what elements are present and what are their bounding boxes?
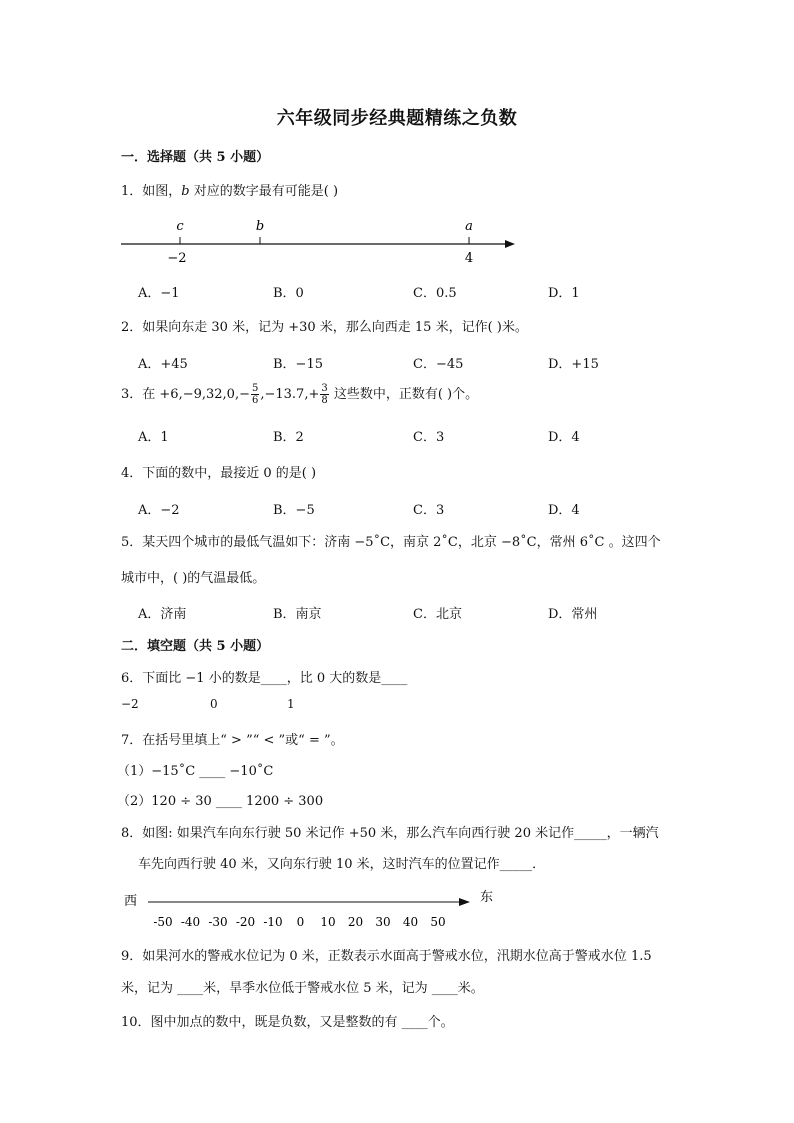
option-b[interactable]: B．−5 bbox=[273, 503, 315, 518]
tick-label: -20 bbox=[235, 915, 256, 929]
option-a[interactable]: A．+45 bbox=[138, 357, 188, 372]
option-c[interactable]: C．−45 bbox=[413, 357, 464, 372]
fraction-5-6: $\frac{5}{6}$ bbox=[251, 383, 259, 406]
option-d[interactable]: D．4 bbox=[548, 430, 580, 445]
question-8-line1: 8．如图: 如果汽车向东行驶 50 米记作 +50 米，那么汽车向西行驶 20 米记作_____，一辆汽 bbox=[121, 826, 659, 841]
q6-number-3: 1 bbox=[287, 697, 295, 711]
question-5-line2: 城市中，( )的气温最低。 bbox=[121, 571, 266, 586]
option-c[interactable]: C．0.5 bbox=[413, 286, 457, 301]
option-a[interactable]: A．1 bbox=[138, 430, 169, 445]
question-5-line1: 5．某天四个城市的最低气温如下：济南 −5˚C，南京 2˚C，北京 −8˚C，常州 6˚C 。这四个 bbox=[121, 535, 661, 550]
option-b[interactable]: B．−15 bbox=[273, 357, 323, 372]
question-3-mid: ,−13.7,+ bbox=[260, 387, 320, 402]
question-10: 10．图中加点的数中，既是负数，又是整数的有 ____个。 bbox=[121, 1015, 454, 1030]
option-c[interactable]: C．3 bbox=[413, 430, 445, 445]
question-9-line1: 9．如果河水的警戒水位记为 0 米，正数表示水面高于警戒水位，汛期水位高于警戒水位 1.5 bbox=[121, 949, 652, 964]
tick-label: 20 bbox=[347, 915, 364, 929]
point-b-label: b bbox=[255, 219, 265, 234]
option-a[interactable]: A．济南 bbox=[138, 607, 187, 622]
question-4: 4．下面的数中，最接近 0 的是( ) bbox=[121, 466, 317, 481]
east-label: 东 bbox=[480, 890, 494, 905]
tick-labels bbox=[153, 915, 445, 929]
number-line-q1 bbox=[115, 214, 525, 268]
option-c[interactable]: C．3 bbox=[413, 503, 445, 518]
question-2: 2．如果向东走 30 米，记为 +30 米，那么向西走 15 米，记作( )米。 bbox=[121, 320, 528, 335]
tick-label: 0 bbox=[296, 915, 305, 929]
point-a-label: a bbox=[465, 219, 473, 234]
section-heading-fill: 二．填空题（共 5 小题） bbox=[121, 639, 270, 654]
question-9-line2: 米，记为 ____米，旱季水位低于警戒水位 5 米，记为 ____米。 bbox=[121, 981, 484, 996]
number-line-q8 bbox=[118, 884, 508, 934]
option-d[interactable]: D．1 bbox=[548, 286, 580, 301]
option-d[interactable]: D．+15 bbox=[548, 357, 599, 372]
option-d[interactable]: D．4 bbox=[548, 503, 580, 518]
question-6: 6．下面比 −1 小的数是____，比 0 大的数是____ bbox=[121, 671, 408, 686]
question-8-line2: 车先向西行驶 40 米，又向东行驶 10 米，这时汽车的位置记作_____． bbox=[138, 857, 546, 872]
point-c-label: c bbox=[176, 219, 184, 234]
option-b[interactable]: B．2 bbox=[273, 430, 304, 445]
question-7: 7．在括号里填上“ > ”“ < ”或“ = ”。 bbox=[121, 733, 344, 748]
question-1-text2: 对应的数字最有可能是( ) bbox=[189, 184, 339, 199]
question-7-part1: （1）−15˚C ____ −10˚C bbox=[117, 764, 274, 779]
option-b[interactable]: B．南京 bbox=[273, 607, 322, 622]
tick-label-neg2: −2 bbox=[167, 251, 187, 266]
option-a[interactable]: A．−1 bbox=[138, 286, 180, 301]
tick-label: -50 bbox=[153, 915, 173, 929]
question-3 bbox=[121, 383, 478, 406]
question-1-var: b bbox=[181, 184, 190, 199]
tick-label: -30 bbox=[208, 915, 228, 929]
tick-label: 50 bbox=[430, 915, 446, 929]
tick-label: -40 bbox=[180, 915, 201, 929]
fraction-3-8: $\frac{3}{8}$ bbox=[321, 383, 328, 406]
q6-number-2: 0 bbox=[210, 697, 218, 711]
question-1-text: 1．如图， bbox=[121, 184, 182, 199]
option-d[interactable]: D．常州 bbox=[548, 607, 598, 622]
tick-label-4: 4 bbox=[464, 251, 474, 266]
tick-label: 30 bbox=[375, 915, 391, 929]
question-3-pre: 3．在 +6,−9,32,0,− bbox=[121, 387, 250, 402]
question-1 bbox=[121, 180, 338, 199]
option-b[interactable]: B．0 bbox=[273, 286, 304, 301]
question-3-post: 这些数中，正数有( )个。 bbox=[329, 387, 479, 402]
tick-label: 40 bbox=[402, 915, 419, 929]
page-title: 六年级同步经典题精练之负数 bbox=[276, 108, 518, 129]
tick-label: 10 bbox=[320, 915, 336, 929]
question-7-part2: （2）120 ÷ 30 ____ 1200 ÷ 300 bbox=[117, 794, 324, 809]
option-a[interactable]: A．−2 bbox=[138, 503, 180, 518]
tick-label: -10 bbox=[263, 915, 283, 929]
section-heading-choice: 一．选择题（共 5 小题） bbox=[121, 150, 270, 165]
west-label: 西 bbox=[124, 894, 138, 909]
q6-number-1: −2 bbox=[121, 697, 139, 711]
option-c[interactable]: C．北京 bbox=[413, 607, 462, 622]
